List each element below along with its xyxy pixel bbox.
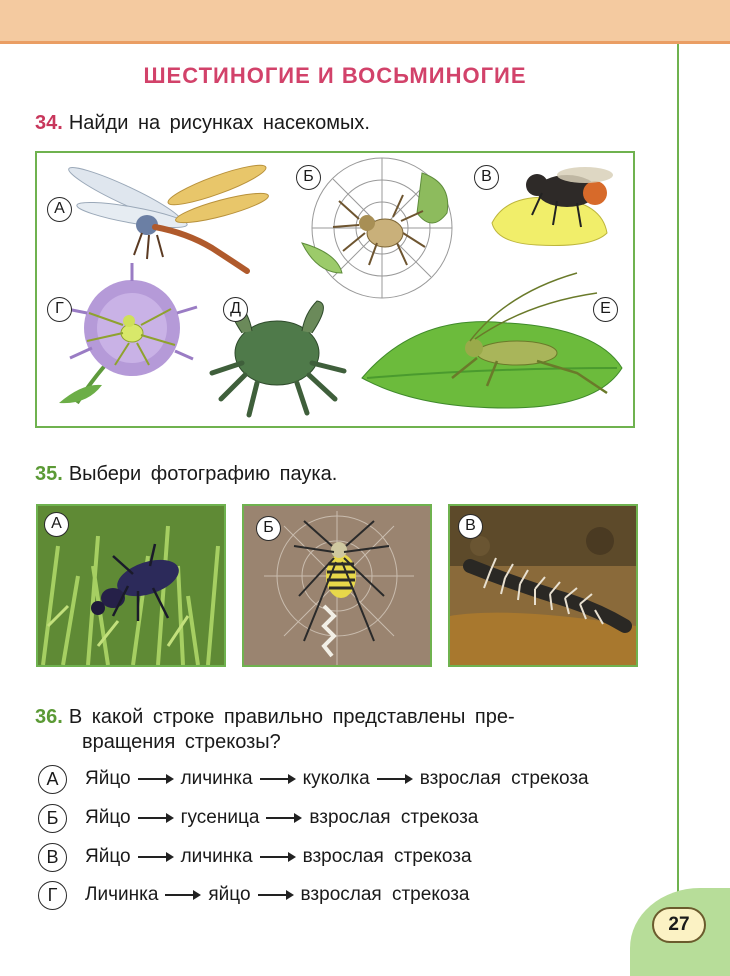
q34-label-a: А: [47, 197, 72, 222]
question-34: [35, 112, 370, 135]
q34-label-v: В: [474, 165, 499, 190]
step: взрослая стрекоза: [302, 846, 472, 867]
question-36-number: 36.: [35, 706, 63, 728]
q35-label-v: В: [458, 514, 483, 539]
question-36: [35, 705, 655, 755]
question-36-text-line2: вращения стрекозы?: [82, 731, 281, 753]
question-35-number: 35.: [35, 463, 63, 485]
arrow-right-icon: [377, 773, 413, 785]
page-title: ШЕСТИНОГИЕ И ВОСЬМИНОГИЕ: [143, 63, 527, 88]
answer-option-a-label: А: [38, 765, 67, 794]
answer-option-v[interactable]: [38, 842, 476, 872]
step: яйцо: [208, 884, 251, 905]
step: Яйцо: [85, 768, 131, 789]
photo-centipede[interactable]: [448, 504, 638, 667]
insects-picture-frame: [35, 151, 635, 428]
spider-on-flower-icon: [59, 263, 197, 403]
question-34-text: Найди на рисунках насекомых.: [68, 112, 370, 134]
step: личинка: [180, 846, 253, 867]
arrow-right-icon: [138, 812, 174, 824]
q35-label-a: А: [44, 512, 69, 537]
answer-option-a[interactable]: [38, 764, 593, 794]
q34-label-d: Д: [223, 297, 248, 322]
question-36-text-line1: В какой строке правильно представлены пре-: [68, 706, 515, 728]
answer-option-b[interactable]: [38, 803, 482, 833]
question-34-number: 34.: [35, 112, 63, 134]
q34-label-g: Г: [47, 297, 72, 322]
question-35: [35, 463, 337, 486]
answer-option-g[interactable]: [38, 880, 473, 910]
answer-option-g-label: Г: [38, 881, 67, 910]
photo-wasp-spider[interactable]: [242, 504, 432, 667]
q35-label-b: Б: [256, 516, 281, 541]
top-band: [0, 0, 730, 44]
arrow-right-icon: [266, 812, 302, 824]
arrow-right-icon: [138, 851, 174, 863]
dragonfly-icon: [65, 159, 270, 271]
step: Яйцо: [85, 807, 131, 828]
grasshopper-icon: [362, 273, 622, 408]
step: Яйцо: [85, 846, 131, 867]
arrow-right-icon: [138, 773, 174, 785]
step: Личинка: [85, 884, 159, 905]
spider-on-web-icon: [302, 158, 452, 298]
step: куколка: [302, 768, 370, 789]
step: взрослая стрекоза: [419, 768, 589, 789]
arrow-right-icon: [258, 889, 294, 901]
step: взрослая стрекоза: [300, 884, 470, 905]
arrow-right-icon: [260, 773, 296, 785]
step: взрослая стрекоза: [309, 807, 479, 828]
bumblebee-icon: [492, 167, 613, 246]
right-margin-line: [677, 44, 679, 899]
step: гусеница: [180, 807, 260, 828]
question-35-text: Выбери фотографию паука.: [68, 463, 338, 485]
arrow-right-icon: [260, 851, 296, 863]
answer-option-v-label: В: [38, 843, 67, 872]
photo-ground-beetle[interactable]: [36, 504, 226, 667]
q34-label-b: Б: [296, 165, 321, 190]
q34-label-e: Е: [593, 297, 618, 322]
page-number: 27: [652, 907, 706, 943]
step: личинка: [180, 768, 253, 789]
answer-option-b-label: Б: [38, 804, 67, 833]
arrow-right-icon: [165, 889, 201, 901]
